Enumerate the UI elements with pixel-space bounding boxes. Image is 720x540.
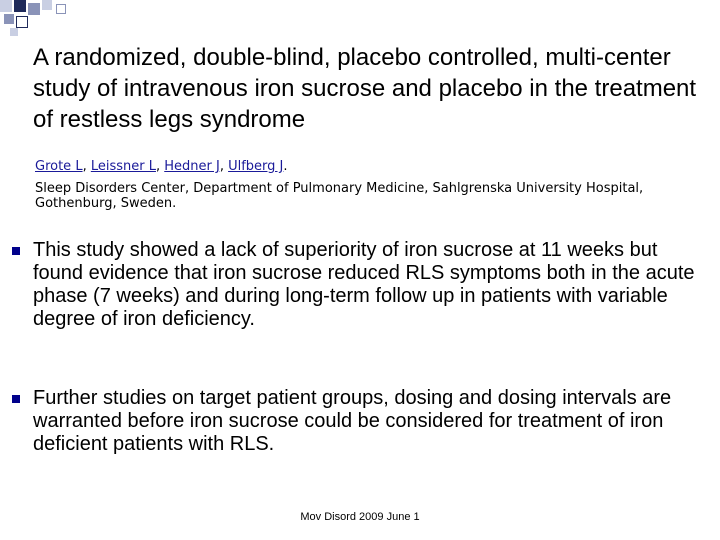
square-bullet-icon	[12, 247, 20, 255]
slide-title: A randomized, double-blind, placebo controlled, multi-center study of intravenous iron sucrose and placebo in the treatment of restless legs syndrome	[33, 44, 697, 133]
deco-square	[4, 14, 14, 24]
author-link[interactable]: Leissner L	[90, 159, 156, 174]
deco-square	[16, 16, 28, 28]
square-bullet-icon	[12, 395, 20, 403]
bullet-text: Further studies on target patient groups, dosing and dosing intervals are warranted before iron sucrose could be considered for treatment of iron deficient patients with RLS.	[33, 387, 672, 455]
corner-decoration	[0, 0, 90, 40]
deco-square	[28, 3, 40, 15]
author-separator: .	[283, 159, 288, 174]
deco-square	[0, 0, 12, 12]
author-link[interactable]: Ulfberg J	[228, 159, 284, 174]
footer-citation: Mov Disord 2009 June 1	[300, 511, 420, 523]
affiliation: Sleep Disorders Center, Department of Pulmonary Medicine, Sahlgrenska University Hospital, Gothenburg, Sweden.	[35, 181, 644, 211]
deco-square	[10, 28, 18, 36]
author-link[interactable]: Grote L	[35, 159, 83, 174]
deco-square	[14, 0, 26, 12]
deco-square	[42, 0, 52, 10]
author-separator: ,	[155, 159, 165, 174]
bullet-point	[33, 387, 698, 456]
author-separator: ,	[82, 159, 91, 174]
bullet-text: This study showed a lack of superiority of iron sucrose at 11 weeks but found evidence that iron sucrose reduced RLS symptoms both in the acute phase (7 weeks) and during long-term follow up in patients with variable degree of iron deficiency.	[33, 239, 695, 330]
bullet-point	[33, 239, 698, 331]
author-list	[35, 159, 705, 175]
deco-square	[56, 4, 66, 14]
author-separator: ,	[219, 159, 229, 174]
author-link[interactable]: Hedner J	[164, 159, 220, 174]
